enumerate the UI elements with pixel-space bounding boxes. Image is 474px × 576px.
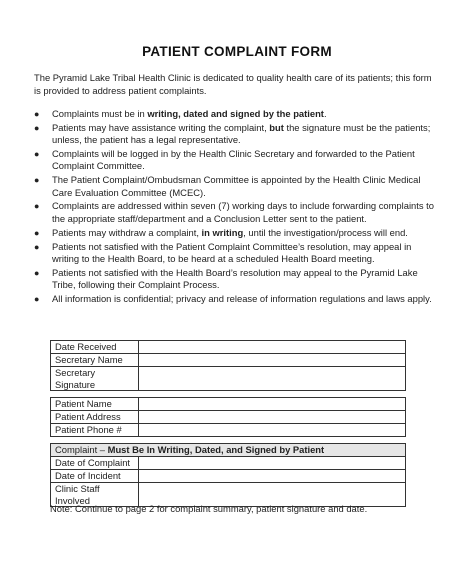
bullet-icon: ●	[34, 241, 40, 252]
bullet-icon: ●	[34, 293, 40, 304]
patient-info-table	[50, 397, 406, 437]
date-received-label: Date Received	[51, 341, 139, 354]
patient-address-label: Patient Address	[51, 411, 139, 424]
date-of-complaint-label: Date of Complaint	[51, 457, 139, 470]
complaint-table	[50, 443, 406, 507]
policy-item: ● All information is confidential; privacy and release of information regulations and laws apply.	[34, 292, 432, 304]
policy-item: ● Complaints are addressed within seven (7) working days to include forwarding complaints to the appropriate staff/department and a Conclusion Letter sent to the patient.	[34, 200, 434, 224]
bullet-icon: ●	[34, 149, 40, 160]
policy-item: ● Patients not satisfied with the Patient Complaint Committee’s resolution, may appeal in writing to the Health Board, to be heard at a scheduled Health Board meeting.	[34, 240, 412, 264]
clinic-staff-label: Clinic Staff Involved	[51, 483, 139, 507]
bullet-icon: ●	[34, 267, 40, 278]
policy-item: ● Patients may have assistance writing the complaint, but the signature must be the patients; unless, the patient has a legal representative.	[34, 121, 431, 146]
policy-list	[34, 108, 439, 307]
policy-item: ● Complaints will be logged in by the Health Clinic Secretary and forwarded to the Patient Complaint Committee.	[34, 148, 415, 172]
policy-item: ● Patients not satisfied with the Health Board’s resolution may appeal to the Pyramid Lake Tribe, following their Complaint Process.	[34, 266, 418, 291]
office-use-table	[50, 340, 406, 391]
date-of-incident-label: Date of Incident	[51, 470, 139, 483]
secretary-name-label: Secretary Name	[51, 354, 139, 367]
date-received-field[interactable]	[139, 341, 406, 354]
secretary-signature-label: Secretary Signature	[51, 367, 139, 391]
complaint-header: Complaint – Must Be In Writing, Dated, and Signed by Patient	[51, 444, 406, 457]
patient-phone-field[interactable]	[139, 424, 406, 437]
patient-name-field[interactable]	[139, 398, 406, 411]
policy-item: ● The Patient Complaint/Ombudsman Committee is appointed by the Health Clinic Medical Care Evaluation Committee (MCEC).	[34, 174, 421, 198]
bullet-icon: ●	[34, 122, 40, 133]
bullet-icon: ●	[34, 175, 40, 186]
patient-name-label: Patient Name	[51, 398, 139, 411]
date-of-incident-field[interactable]	[139, 470, 406, 483]
bullet-icon: ●	[34, 109, 40, 119]
date-of-complaint-field[interactable]	[139, 457, 406, 470]
patient-phone-label: Patient Phone #	[51, 424, 139, 437]
intro-paragraph: The Pyramid Lake Tribal Health Clinic is dedicated to quality health care of its patients; this form is provided to address patient complaints.	[34, 72, 432, 96]
bullet-icon: ●	[34, 201, 40, 212]
secretary-signature-field[interactable]	[139, 367, 406, 391]
bullet-icon: ●	[34, 227, 40, 238]
policy-item: ● Complaints must be in writing, dated and signed by the patient.	[34, 108, 327, 119]
secretary-name-field[interactable]	[139, 354, 406, 367]
continuation-note: Note: Continue to page 2 for complaint summary, patient signature and date.	[50, 503, 368, 514]
patient-address-field[interactable]	[139, 411, 406, 424]
policy-item: ● Patients may withdraw a complaint, in writing, until the investigation/process will end.	[34, 226, 408, 238]
page-title: PATIENT COMPLAINT FORM	[142, 44, 332, 59]
